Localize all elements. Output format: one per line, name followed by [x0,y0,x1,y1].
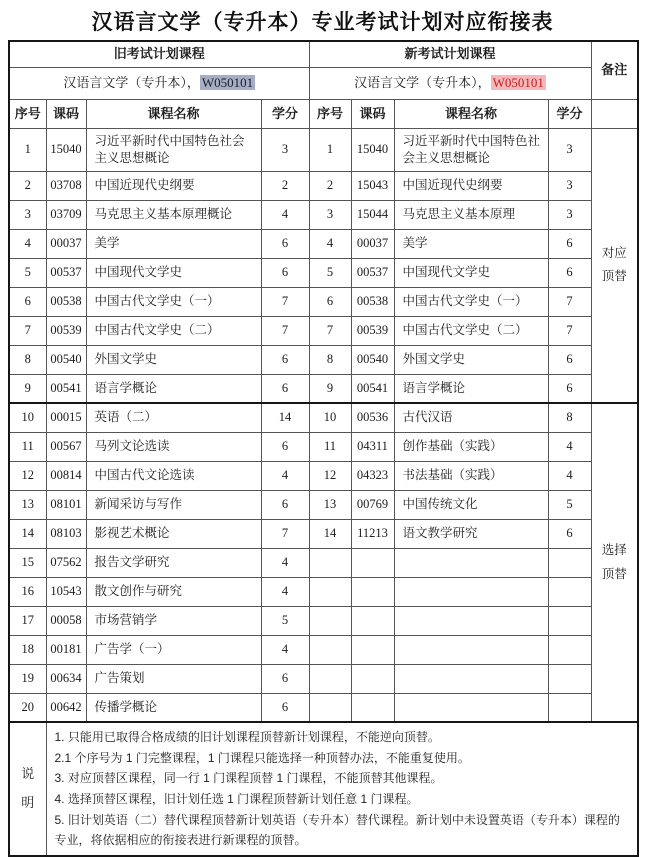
new-credit-cell: 6 [548,345,591,374]
course-row [9,128,638,171]
old-seq-cell: 19 [9,664,46,693]
note-item: 5. 旧计划英语（二）替代课程顶替新计划英语（专升本）替代课程。新计划中未设置英语（专升本）课程的专业，将依据相应的衔接表进行新课程的顶替。 [54,812,620,848]
course-row [9,577,638,606]
course-row [9,519,638,548]
course-row [9,403,638,432]
table-data-section [9,128,638,722]
old-credit-cell: 4 [261,461,309,490]
new-seq-cell [309,635,351,664]
plan-header-row [9,41,638,67]
old-credit-cell: 4 [261,577,309,606]
new-code-col-header: 课码 [351,99,394,128]
new-code-cell: 04323 [351,461,394,490]
new-code-cell: 15044 [351,200,394,229]
new-credit-col-header: 学分 [548,99,591,128]
new-credit-cell [548,548,591,577]
old-course-cell: 市场营销学 [86,606,261,635]
new-course-cell [394,548,548,577]
old-course-cell: 散文创作与研究 [86,577,261,606]
new-code-cell: 00537 [351,258,394,287]
new-seq-cell: 6 [309,287,351,316]
old-credit-cell: 3 [261,128,309,171]
old-code-cell: 00540 [46,345,86,374]
notes-body [46,722,638,856]
old-credit-cell: 4 [261,548,309,577]
old-code-cell: 00634 [46,664,86,693]
new-credit-cell [548,606,591,635]
old-course-cell: 新闻采访与写作 [86,490,261,519]
remark-correspond-replace: 对应顶替 [591,128,638,403]
old-credit-cell: 6 [261,374,309,403]
new-credit-cell: 3 [548,171,591,200]
old-course-cell: 美学 [86,229,261,258]
old-course-cell: 影视艺术概论 [86,519,261,548]
new-credit-cell [548,577,591,606]
new-plan-header: 新考试计划课程 [309,41,591,67]
new-course-cell: 中国古代文学史（二） [394,316,548,345]
new-seq-cell: 3 [309,200,351,229]
old-code-cell: 08101 [46,490,86,519]
new-course-cell: 马克思主义基本原理 [394,200,548,229]
old-credit-cell: 6 [261,693,309,722]
old-seq-cell: 4 [9,229,46,258]
new-code-cell: 15040 [351,128,394,171]
old-credit-cell: 6 [261,490,309,519]
remark-header: 备注 [591,41,638,99]
new-seq-cell [309,693,351,722]
old-seq-cell: 15 [9,548,46,577]
course-row [9,432,638,461]
new-seq-cell: 7 [309,316,351,345]
old-code-cell: 00567 [46,432,86,461]
old-seq-cell: 6 [9,287,46,316]
note-item: 1. 只能用已取得合格成绩的旧计划课程顶替新计划课程，不能逆向顶替。 [54,730,440,744]
old-seq-cell: 9 [9,374,46,403]
old-code-cell: 03708 [46,171,86,200]
new-credit-cell: 5 [548,490,591,519]
old-course-cell: 马克思主义基本原理概论 [86,200,261,229]
new-course-cell [394,664,548,693]
old-code-cell: 00814 [46,461,86,490]
old-course-cell: 英语（二） [86,403,261,432]
new-code-cell [351,664,394,693]
course-row [9,490,638,519]
notes-row [9,722,638,856]
new-credit-cell: 4 [548,461,591,490]
page-title: 汉语言文学（专升本）专业考试计划对应衔接表 [91,11,554,34]
old-code-cell: 00037 [46,229,86,258]
new-code-cell: 15043 [351,171,394,200]
old-seq-col-header: 序号 [9,99,46,128]
remark-empty-cell [591,99,638,128]
old-seq-cell: 16 [9,577,46,606]
new-seq-col-header: 序号 [309,99,351,128]
old-credit-cell: 6 [261,345,309,374]
new-seq-cell [309,577,351,606]
old-course-cell: 中国古代文学史（二） [86,316,261,345]
new-credit-cell: 7 [548,316,591,345]
old-credit-cell: 7 [261,316,309,345]
old-seq-cell: 2 [9,171,46,200]
old-code-cell: 00541 [46,374,86,403]
new-course-cell [394,606,548,635]
new-code-cell: 00541 [351,374,394,403]
new-credit-cell: 7 [548,287,591,316]
old-credit-cell: 6 [261,258,309,287]
old-credit-cell: 5 [261,606,309,635]
old-course-cell: 外国文学史 [86,345,261,374]
new-course-cell: 中国现代文学史 [394,258,548,287]
new-course-cell [394,635,548,664]
new-seq-cell: 5 [309,258,351,287]
new-code-cell: 00769 [351,490,394,519]
new-seq-cell [309,664,351,693]
new-code-cell [351,693,394,722]
new-credit-cell: 6 [548,519,591,548]
course-row [9,606,638,635]
old-course-cell: 广告策划 [86,664,261,693]
new-code-cell: 00539 [351,316,394,345]
major-header-row [9,67,638,99]
old-plan-header: 旧考试计划课程 [9,41,309,67]
old-code-cell: 00015 [46,403,86,432]
notes-section [9,722,638,856]
old-code-cell: 00642 [46,693,86,722]
old-course-cell: 中国近现代史纲要 [86,171,261,200]
old-code-cell: 07562 [46,548,86,577]
notes-label-text: 说明 [21,766,35,810]
new-course-cell: 中国古代文学史（一） [394,287,548,316]
new-credit-cell: 4 [548,432,591,461]
course-row [9,664,638,693]
new-code-cell [351,635,394,664]
course-row [9,171,638,200]
new-code-cell [351,548,394,577]
old-course-cell: 语言学概论 [86,374,261,403]
course-row [9,548,638,577]
new-seq-cell: 12 [309,461,351,490]
course-row [9,345,638,374]
new-code-cell: 00540 [351,345,394,374]
old-major-text: 汉语言文学（专升本）， [63,75,200,91]
new-course-cell: 习近平新时代中国特色社会主义思想概论 [394,128,548,171]
old-code-cell: 15040 [46,128,86,171]
old-credit-cell: 6 [261,229,309,258]
old-seq-cell: 8 [9,345,46,374]
new-course-cell: 创作基础（实践） [394,432,548,461]
old-code-cell: 03709 [46,200,86,229]
new-seq-cell: 1 [309,128,351,171]
new-credit-cell [548,693,591,722]
new-course-col-header: 课程名称 [394,99,548,128]
new-course-cell: 语言学概论 [394,374,548,403]
new-seq-cell: 11 [309,432,351,461]
new-credit-cell: 3 [548,200,591,229]
old-seq-cell: 5 [9,258,46,287]
remark-choose-replace: 选择顶替 [591,403,638,722]
new-code-cell: 04311 [351,432,394,461]
course-row [9,374,638,403]
new-course-cell [394,693,548,722]
old-credit-cell: 14 [261,403,309,432]
note-item: 4. 选择顶替区课程，旧计划任选 1 门课程顶替新计划任意 1 门课程。 [54,791,419,806]
new-seq-cell: 13 [309,490,351,519]
old-seq-cell: 17 [9,606,46,635]
new-course-cell: 外国文学史 [394,345,548,374]
new-seq-cell: 10 [309,403,351,432]
new-course-cell: 中国传统文化 [394,490,548,519]
new-code-cell: 11213 [351,519,394,548]
new-code-cell [351,577,394,606]
correspondence-table [8,40,639,857]
old-credit-cell: 4 [261,200,309,229]
old-seq-cell: 3 [9,200,46,229]
old-course-cell: 中国现代文学史 [86,258,261,287]
new-course-cell: 语文教学研究 [394,519,548,548]
new-course-cell: 美学 [394,229,548,258]
new-seq-cell: 9 [309,374,351,403]
old-code-cell: 00539 [46,316,86,345]
new-credit-cell [548,635,591,664]
new-credit-cell: 6 [548,229,591,258]
old-major-cell [9,67,309,99]
new-credit-cell: 6 [548,258,591,287]
notes-label [9,722,46,856]
old-seq-cell: 18 [9,635,46,664]
new-course-cell: 书法基础（实践） [394,461,548,490]
course-row [9,200,638,229]
old-code-cell: 00538 [46,287,86,316]
old-credit-col-header: 学分 [261,99,309,128]
old-seq-cell: 12 [9,461,46,490]
old-course-cell: 报告文学研究 [86,548,261,577]
column-header-row [9,99,638,128]
table-header-section [9,41,638,128]
old-seq-cell: 20 [9,693,46,722]
old-course-cell: 广告学（一） [86,635,261,664]
new-course-cell [394,577,548,606]
new-code-cell: 00037 [351,229,394,258]
course-row [9,258,638,287]
old-course-cell: 中国古代文论选读 [86,461,261,490]
new-credit-cell: 8 [548,403,591,432]
old-code-cell: 10543 [46,577,86,606]
old-code-cell: 00537 [46,258,86,287]
old-code-cell: 08103 [46,519,86,548]
old-course-cell: 习近平新时代中国特色社会主义思想概论 [86,128,261,171]
new-seq-cell: 2 [309,171,351,200]
old-seq-cell: 14 [9,519,46,548]
old-credit-cell: 7 [261,519,309,548]
old-major-code-highlight: W050101 [201,75,254,91]
new-credit-cell: 6 [548,374,591,403]
new-credit-cell: 3 [548,128,591,171]
old-credit-cell: 2 [261,171,309,200]
course-row [9,693,638,722]
old-course-cell: 马列文论选读 [86,432,261,461]
course-row [9,229,638,258]
old-code-cell: 00058 [46,606,86,635]
old-course-cell: 中国古代文学史（一） [86,287,261,316]
old-seq-cell: 13 [9,490,46,519]
course-row [9,316,638,345]
old-seq-cell: 10 [9,403,46,432]
new-seq-cell: 14 [309,519,351,548]
course-row [9,635,638,664]
new-major-cell [309,67,591,99]
old-course-col-header: 课程名称 [86,99,261,128]
new-major-text: 汉语言文学（专升本）， [354,75,491,91]
new-seq-cell [309,548,351,577]
old-credit-cell: 4 [261,635,309,664]
note-item: 3. 对应顶替区课程，同一行 1 门课程顶替 1 门课程，不能顶替其他课程。 [54,771,443,786]
new-seq-cell: 4 [309,229,351,258]
old-seq-cell: 7 [9,316,46,345]
new-code-cell: 00538 [351,287,394,316]
old-code-cell: 00181 [46,635,86,664]
old-credit-cell: 6 [261,664,309,693]
course-row [9,287,638,316]
old-credit-cell: 6 [261,432,309,461]
old-seq-cell: 11 [9,432,46,461]
new-code-cell: 00536 [351,403,394,432]
new-code-cell [351,606,394,635]
course-row [9,461,638,490]
new-course-cell: 古代汉语 [394,403,548,432]
old-course-cell: 传播学概论 [86,693,261,722]
new-credit-cell [548,664,591,693]
new-major-code-highlight: W050101 [492,75,544,91]
new-course-cell: 中国近现代史纲要 [394,171,548,200]
old-credit-cell: 7 [261,287,309,316]
new-seq-cell: 8 [309,345,351,374]
old-code-col-header: 课码 [46,99,86,128]
new-seq-cell [309,606,351,635]
old-seq-cell: 1 [9,128,46,171]
note-item: 2.1 个序号为 1 门完整课程，1 门课程只能选择一种顶替办法，不能重复使用。 [54,750,470,765]
